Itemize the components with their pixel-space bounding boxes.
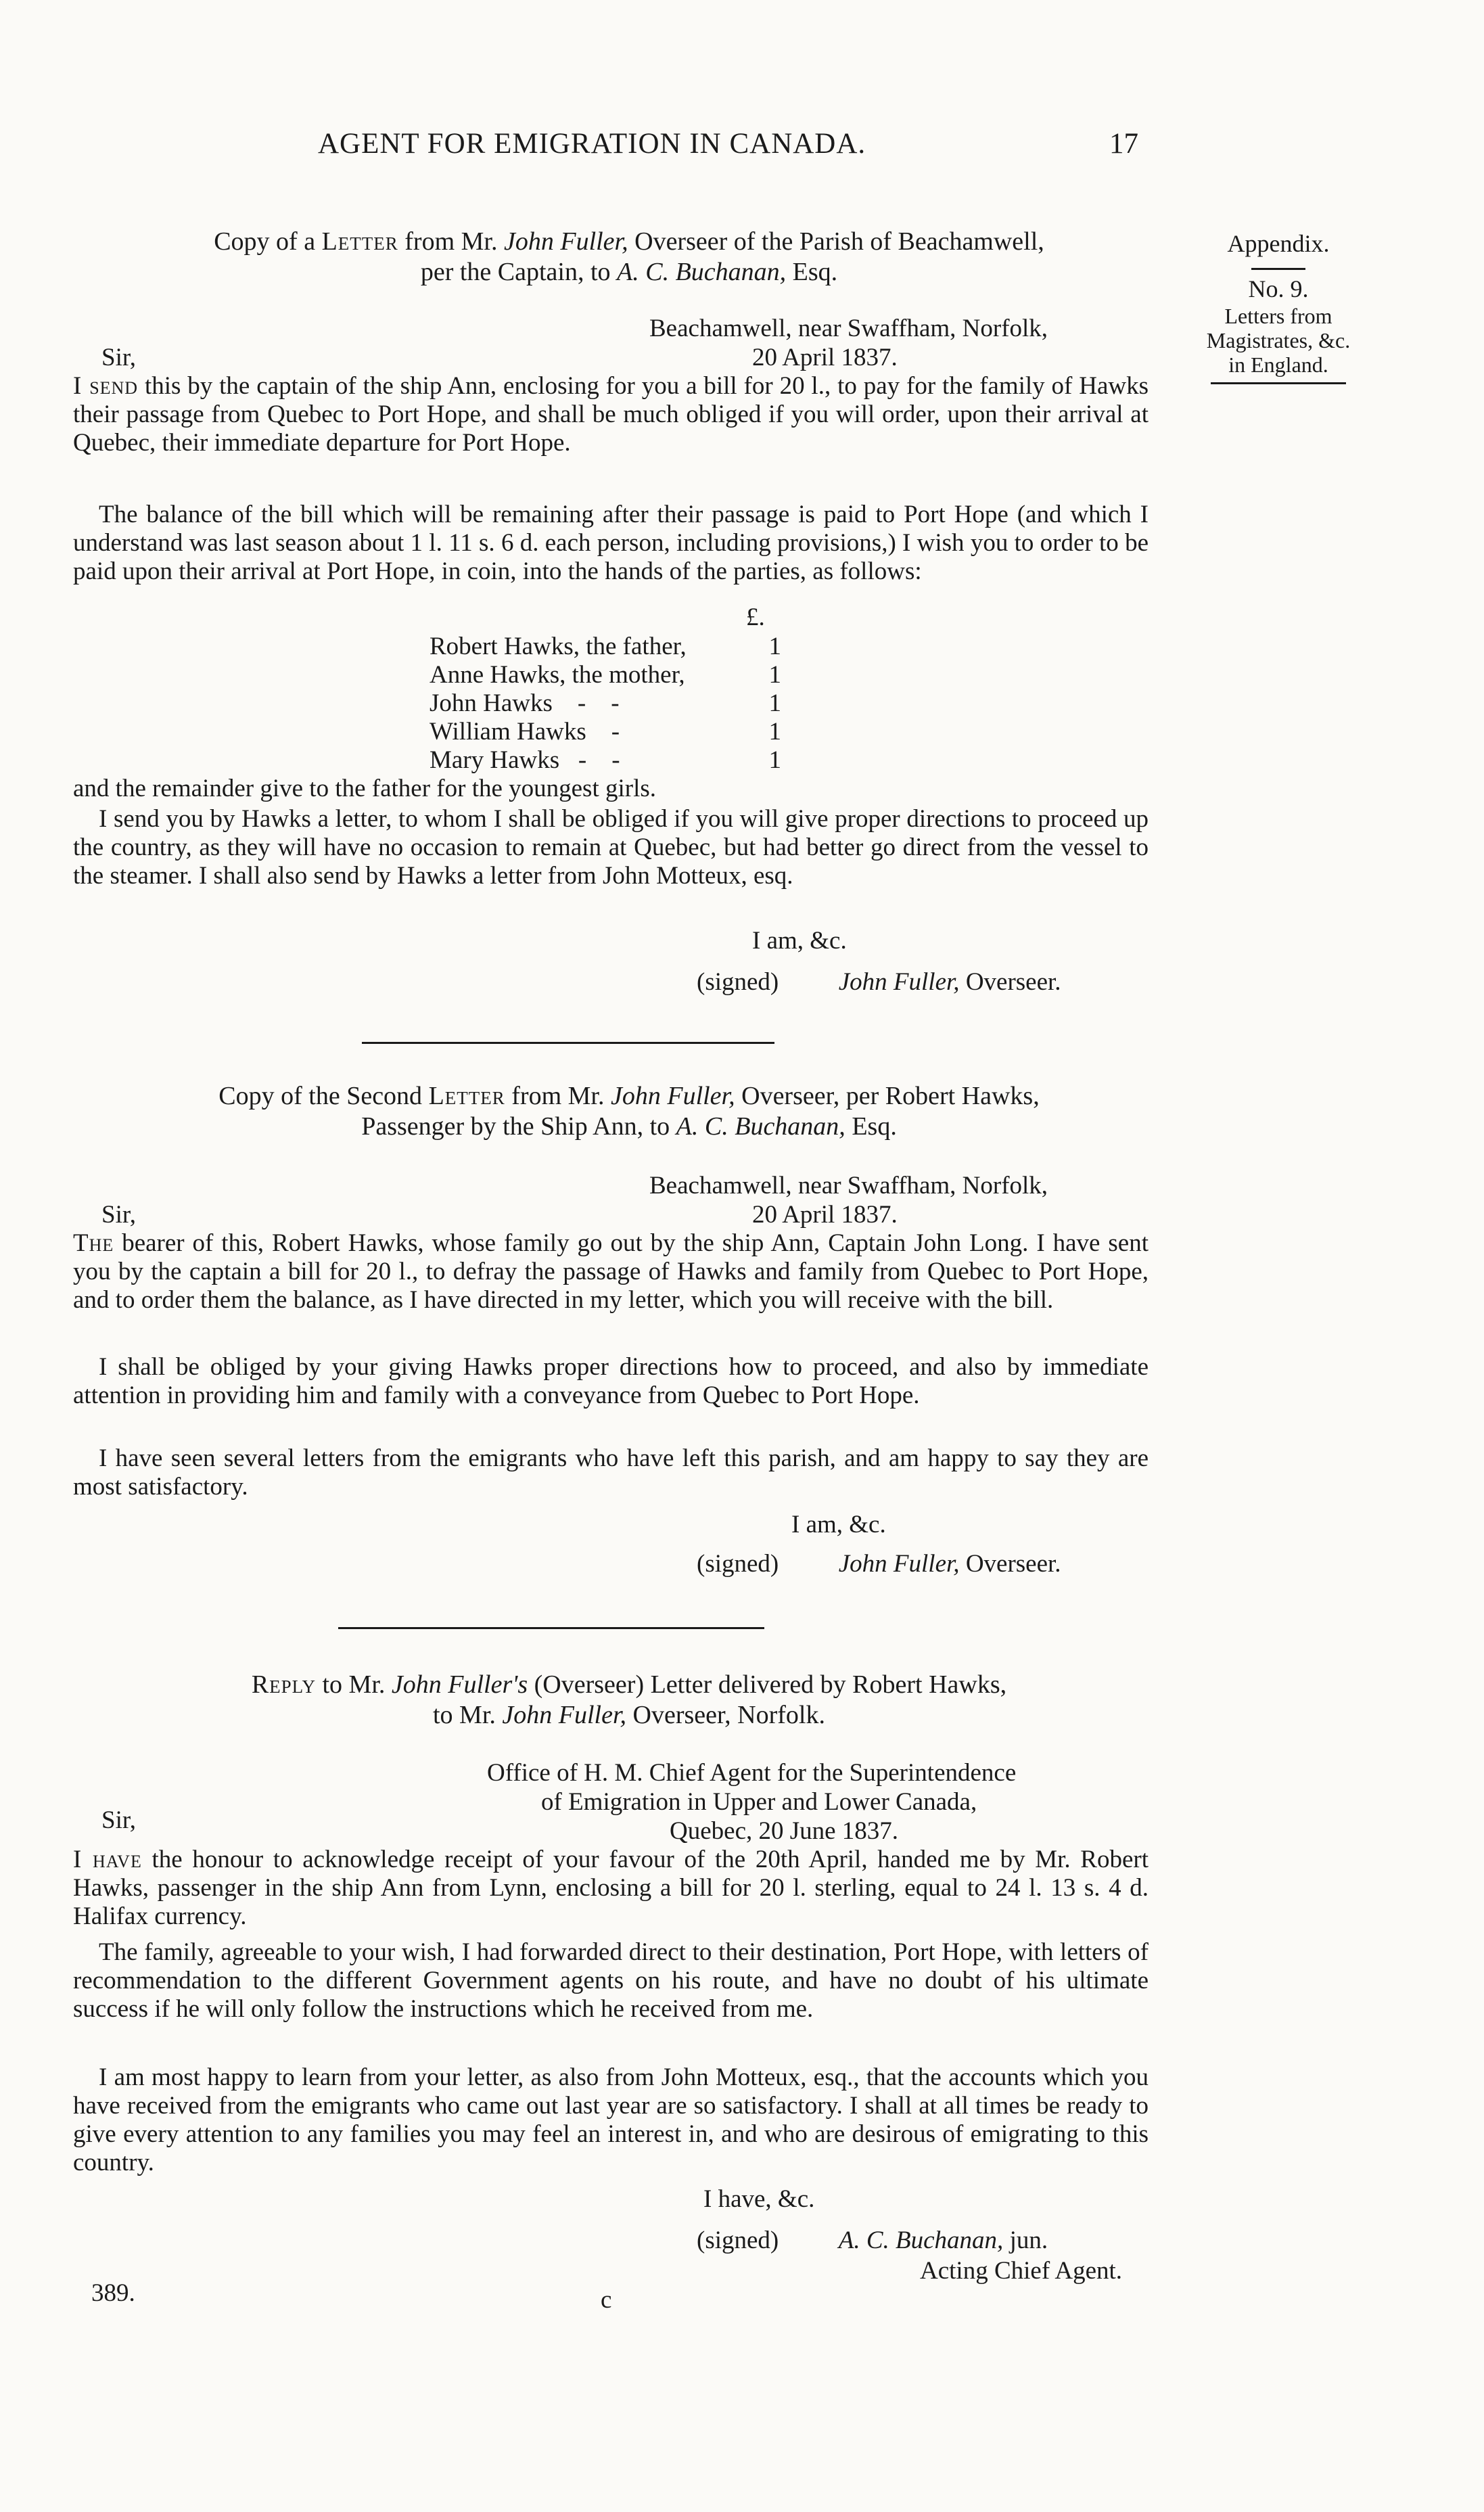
letter1-title-mid: from Mr. <box>398 227 504 256</box>
sidebar-rule-top <box>1251 268 1305 270</box>
letter1-sig-name: John Fuller, <box>838 968 960 996</box>
letter1-para-4: I send you by Hawks a letter, to whom I shall be obliged if you will give proper directions to proceed up the country, as they will have no occasion to remain at Quebec, but had better go direct from the vessel to the steamer. I shall also send by Hawks a letter from John Motteux, esq. <box>73 805 1149 890</box>
table-amount: 1 <box>768 633 781 660</box>
letter1-para-2: The balance of the bill which will be remaining after their passage is paid to Port Hope (and which I understand was last season about 1 l. 11 s. 6 d. each person, including provisions,) I wish you to order to be paid upon their arrival at Port Hope, in coin, into the hands of the parties, as follows: <box>73 501 1149 585</box>
letter2-signature <box>697 1549 1061 1578</box>
reply-title-sc: Reply <box>251 1670 316 1699</box>
divider-2 <box>338 1627 764 1629</box>
sidebar-desc-3: in England. <box>1228 352 1328 377</box>
running-header: AGENT FOR EMIGRATION IN CANADA. <box>318 128 866 160</box>
reply-date: Quebec, 20 June 1837. <box>670 1817 899 1845</box>
sidebar-desc-2: Magistrates, &c. <box>1206 328 1351 352</box>
table-amount: 1 <box>768 718 781 746</box>
letter2-para-2: I shall be obliged by your giving Hawks proper directions how to proceed, and also by immediate attention in providing him and family with a conveyance from Quebec to Port Hope. <box>73 1353 1149 1409</box>
reply-title2-pre: to Mr. <box>433 1701 503 1729</box>
letter1-title2-name: A. C. Buchanan, <box>617 258 787 286</box>
letter1-salutation: Sir, <box>101 344 136 371</box>
letter1-signed: (signed) <box>697 968 779 996</box>
reply-title2-name: John Fuller, <box>502 1701 627 1729</box>
letter2-closing: I am, &c. <box>791 1511 886 1538</box>
reply-salutation: Sir, <box>101 1806 136 1834</box>
reply-title2-post: Overseer, Norfolk. <box>626 1701 825 1729</box>
letter1-p1-sc: I send <box>73 372 139 400</box>
letter1-title2-pre: per the Captain, to <box>420 258 618 286</box>
table-name: William Hawks - <box>430 718 620 746</box>
reply-title-name: John Fuller's <box>391 1670 528 1699</box>
reply-title-post: (Overseer) Letter delivered by Robert Hawks, <box>528 1670 1007 1699</box>
reply-sig-suffix: jun. <box>1003 2226 1048 2254</box>
letter2-title-sc: Letter <box>428 1082 505 1110</box>
table-row <box>430 661 781 689</box>
reply-signature <box>697 2226 1048 2255</box>
letter2-sig-name: John Fuller, <box>838 1550 960 1578</box>
reply-p1-sc: I have <box>73 1846 142 1873</box>
letter2-title-post: Overseer, per Robert Hawks, <box>735 1082 1040 1110</box>
letter1-sig-title: Overseer. <box>959 968 1061 996</box>
letter1-title2-post: Esq. <box>786 258 838 286</box>
letter1-signature <box>697 967 1061 997</box>
reply-sig-title: Acting Chief Agent. <box>920 2257 1123 2285</box>
letter1-title-post: Overseer of the Parish of Beachamwell, <box>628 227 1044 256</box>
divider-1 <box>362 1042 774 1044</box>
reply-closing: I have, &c. <box>703 2185 815 2213</box>
table-name: Anne Hawks, the mother, <box>430 661 685 689</box>
letter1-place: Beachamwell, near Swaffham, Norfolk, <box>649 315 1048 342</box>
letter1-closing: I am, &c. <box>752 927 847 955</box>
letter1-date: 20 April 1837. <box>752 344 898 371</box>
table-row <box>430 746 781 775</box>
letter2-p1-text: bearer of this, Robert Hawks, whose family go out by the ship Ann, Captain John Long. I have sent you by the captain a bill for 20 l., to defray the passage of Hawks and family from Quebec to Port Hope, and to order them the balance, as I have directed in my letter, which you will receive with the bill. <box>73 1229 1149 1314</box>
page-number: 17 <box>1109 128 1138 160</box>
letter1-p1-text: this by the captain of the ship Ann, enclosing for you a bill for 20 l., to pay for the family of Hawks their passage from Quebec to Port Hope, and shall be much obliged if you will order, upon their arrival at Quebec, their immediate departure for Port Hope. <box>73 372 1149 457</box>
letter2-title2-post: Esq. <box>845 1112 897 1141</box>
letter1-title-sc: Letter <box>321 227 398 256</box>
letter1-para-1 <box>73 372 1149 457</box>
letter2-para-1 <box>73 1229 1149 1315</box>
sidebar-desc-1: Letters from <box>1224 304 1332 328</box>
reply-para-2: The family, agreeable to your wish, I had forwarded direct to their destination, Port Hope, with letters of recommendation to the different Government agents on his route, and have no doubt of his ultimate success if he will only follow the instructions which he received from me. <box>73 1938 1149 2023</box>
reply-signed: (signed) <box>697 2226 779 2254</box>
letter2-salutation: Sir, <box>101 1201 136 1229</box>
sheet-number: 389. <box>91 2279 135 2307</box>
reply-p1-text: the honour to acknowledge receipt of your favour of the 20th April, handed me by Mr. Robert Hawks, passenger in the ship Ann from Lynn, enclosing a bill for 20 l. sterling, equal to 24 l. 13 s. 4 d. Halifax currency. <box>73 1846 1149 1930</box>
letter1-title <box>101 227 1157 288</box>
letter2-title2-name: A. C. Buchanan, <box>676 1112 845 1141</box>
letter2-title <box>101 1081 1157 1142</box>
sidebar-number: No. 9. <box>1248 275 1309 302</box>
sidebar-appendix: Appendix. <box>1227 230 1330 257</box>
reply-office-2: of Emigration in Upper and Lower Canada, <box>541 1788 977 1816</box>
table-amount: 1 <box>768 661 781 689</box>
letter2-para-3: I have seen several letters from the emigrants who have left this parish, and am happy to say they are most satisfactory. <box>73 1444 1149 1501</box>
table-row <box>430 633 781 661</box>
letter2-place: Beachamwell, near Swaffham, Norfolk, <box>649 1172 1048 1200</box>
letter2-signed: (signed) <box>697 1550 779 1578</box>
signature-mark: c <box>601 2286 612 2314</box>
reply-office-1: Office of H. M. Chief Agent for the Superintendence <box>487 1759 1017 1787</box>
reply-para-1 <box>73 1846 1149 1931</box>
letter1-table <box>430 633 781 775</box>
letter2-title-name: John Fuller, <box>610 1082 735 1110</box>
letter1-para-3: and the remainder give to the father for the youngest girls. <box>73 775 657 802</box>
letter2-title-mid: from Mr. <box>505 1082 611 1110</box>
letter2-date: 20 April 1837. <box>752 1201 898 1229</box>
reply-title-mid: to Mr. <box>315 1670 392 1699</box>
sidebar-rule-bottom <box>1211 382 1346 384</box>
letter2-title-pre: Copy of the Second <box>218 1082 429 1110</box>
reply-para-3: I am most happy to learn from your letter, as also from John Motteux, esq., that the accounts which you have received from the emigrants who came out last year are so satisfactory. I shall at all times be ready to give every attention to any families you may feel an interest in, and who are desirous of emigrating to this country. <box>73 2063 1149 2176</box>
table-row <box>430 689 781 718</box>
table-amount: 1 <box>768 746 781 774</box>
sidebar-note <box>1180 229 1376 384</box>
reply-title <box>101 1670 1157 1731</box>
table-name: John Hawks - - <box>430 689 620 717</box>
letter1-table-unit: £. <box>746 603 765 631</box>
letter2-sig-title: Overseer. <box>959 1550 1061 1578</box>
table-name: Robert Hawks, the father, <box>430 633 687 660</box>
reply-sig-name: A. C. Buchanan, <box>838 2226 1004 2254</box>
table-amount: 1 <box>768 689 781 717</box>
table-row <box>430 718 781 746</box>
letter1-title-pre: Copy of a <box>214 227 322 256</box>
letter1-title-name: John Fuller, <box>503 227 628 256</box>
table-name: Mary Hawks - - <box>430 746 620 774</box>
letter2-p1-sc: The <box>73 1229 114 1257</box>
letter2-title2-pre: Passenger by the Ship Ann, to <box>361 1112 676 1141</box>
